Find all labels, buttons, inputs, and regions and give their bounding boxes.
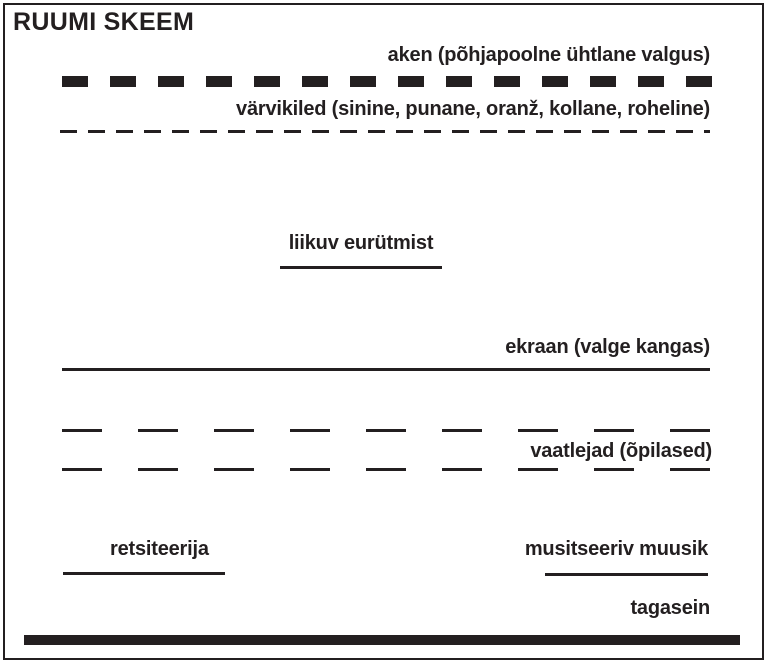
back-wall-line bbox=[24, 635, 740, 645]
back-wall-label: tagasein bbox=[630, 597, 710, 619]
diagram-title: RUUMI SKEEM bbox=[13, 8, 195, 36]
window-label: aken (põhjapoolne ühtlane valgus) bbox=[387, 44, 710, 66]
observers-label: vaatlejad (õpilased) bbox=[530, 440, 712, 462]
eurythmist-label: liikuv eurütmist bbox=[288, 232, 434, 254]
color-films-label: värvikiled (sinine, punane, oranž, kollane, roheline) bbox=[236, 98, 710, 120]
reciter-underline bbox=[63, 572, 225, 575]
eurythmist-group bbox=[280, 232, 442, 255]
eurythmist-underline bbox=[280, 266, 442, 269]
musician-underline bbox=[545, 573, 708, 576]
color-films-line bbox=[60, 130, 710, 133]
musician-label: musitseeriv muusik bbox=[524, 538, 708, 560]
observers-row-top bbox=[62, 429, 712, 432]
reciter-label: retsiteerija bbox=[110, 538, 209, 560]
screen-line bbox=[62, 368, 710, 371]
window-line bbox=[62, 76, 712, 87]
screen-label: ekraan (valge kangas) bbox=[505, 336, 710, 358]
observers-row-bottom bbox=[62, 468, 712, 471]
